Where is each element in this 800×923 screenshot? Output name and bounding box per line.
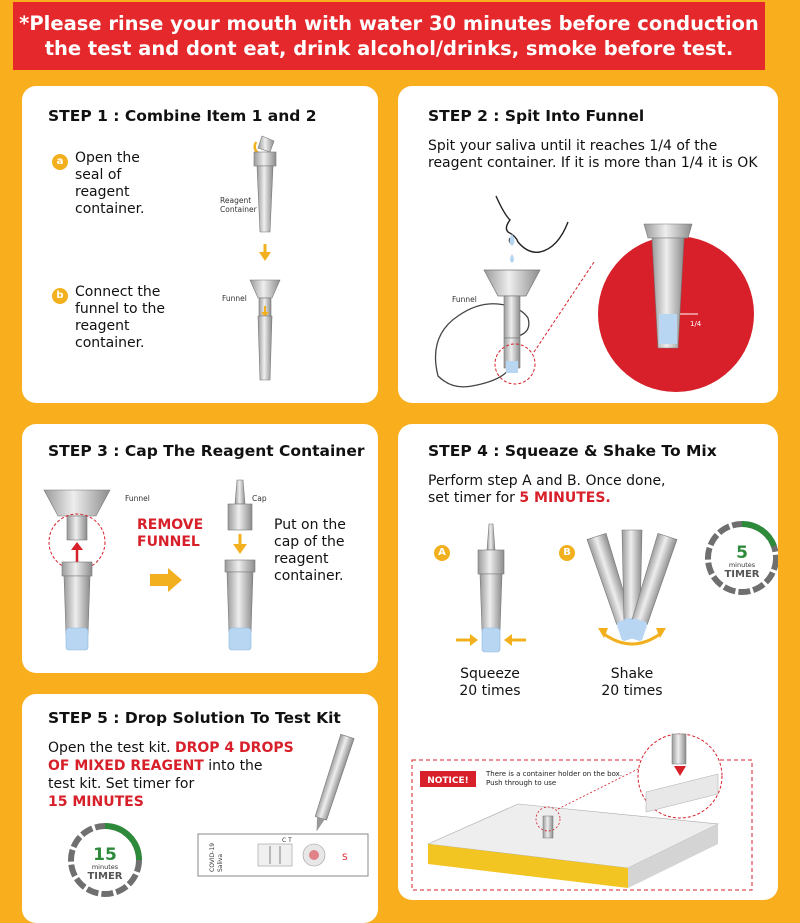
step1-illustration bbox=[22, 86, 378, 403]
step4-card bbox=[398, 424, 778, 900]
step1-b-badge: b bbox=[52, 288, 68, 304]
step4-text-2: set timer for 5 MINUTES. bbox=[428, 490, 611, 506]
timer-5-unit: minutes bbox=[728, 561, 756, 569]
step3-cap-label: Cap bbox=[252, 494, 267, 503]
step1-reagent-label: Reagent Container bbox=[220, 196, 257, 214]
step5-card bbox=[22, 694, 378, 923]
step1-a-text: Open the seal of reagent container. bbox=[75, 150, 145, 217]
step1-funnel-label: Funnel bbox=[222, 294, 247, 303]
dropper-icon bbox=[314, 734, 354, 820]
notice-text-1: There is a container holder on the box. bbox=[486, 770, 623, 778]
banner-line-1: *Please rinse your mouth with water 30 minutes before conduction bbox=[19, 12, 759, 35]
timer-5-min bbox=[700, 516, 778, 600]
cap-icon bbox=[235, 480, 245, 504]
timer-15-word: TIMER bbox=[87, 871, 123, 882]
kit-marks: C T bbox=[282, 837, 292, 844]
zoom-circle bbox=[598, 224, 754, 392]
step5-title: STEP 5 : Drop Solution To Test Kit bbox=[48, 709, 341, 727]
timer-15-min bbox=[62, 817, 148, 903]
down-arrow-icon bbox=[259, 252, 271, 261]
timer-15-unit: minutes bbox=[91, 863, 119, 871]
timer-5-word: TIMER bbox=[724, 569, 760, 580]
step3-text: Put on the cap of the reagent container. bbox=[274, 517, 346, 584]
step1-b-text: Connect the funnel to the reagent container. bbox=[75, 284, 165, 351]
step4-text-1: Perform step A and B. Once done, bbox=[428, 473, 666, 489]
tube-a-icon bbox=[480, 574, 502, 630]
face-profile-icon bbox=[496, 196, 568, 252]
funnel-icon bbox=[484, 270, 540, 296]
shake-text: Shake 20 times bbox=[601, 666, 663, 699]
step4-a-badge: A bbox=[434, 545, 450, 561]
quarter-label: 1/4 bbox=[690, 320, 702, 328]
step2-title: STEP 2 : Spit Into Funnel bbox=[428, 107, 645, 125]
step2-illustration bbox=[398, 86, 778, 403]
step4-title: STEP 4 : Squeaze & Shake To Mix bbox=[428, 442, 717, 460]
step2-card bbox=[398, 86, 778, 403]
timer-5-num: 5 bbox=[736, 543, 748, 563]
notice-label: NOTICE! bbox=[427, 776, 469, 786]
step3-title: STEP 3 : Cap The Reagent Container bbox=[48, 442, 365, 460]
right-arrow-icon bbox=[150, 568, 182, 592]
reagent-container-icon bbox=[254, 136, 276, 232]
up-arrow-icon bbox=[71, 542, 83, 550]
step1-a-badge: a bbox=[52, 154, 68, 170]
squeeze-arrow-icon bbox=[470, 634, 478, 646]
step5-text: Open the test kit. DROP 4 DROPS OF MIXED REAGENT into the test kit. Set timer for 15 MINUTES bbox=[48, 740, 294, 810]
kit-label-2: Saliva bbox=[217, 853, 224, 872]
funnel-icon bbox=[44, 490, 110, 516]
banner-line-2: the test and dont eat, drink alcohol/drinks, smoke before test. bbox=[44, 37, 734, 60]
notice-text-2: Push through to use bbox=[486, 779, 557, 787]
warning-banner bbox=[13, 2, 765, 70]
step3-illustration bbox=[22, 424, 378, 673]
reagent-container-icon bbox=[64, 576, 90, 634]
step1-title: STEP 1 : Combine Item 1 and 2 bbox=[48, 107, 317, 125]
step4-text-red: 5 MINUTES. bbox=[519, 490, 611, 506]
step2-text: Spit your saliva until it reaches 1/4 of the reagent container. If it is more than 1/4 it is OK bbox=[428, 138, 758, 171]
step3-card bbox=[22, 424, 378, 673]
step4-illustration bbox=[398, 424, 778, 900]
step1-card bbox=[22, 86, 378, 403]
remove-funnel-text: REMOVE FUNNEL bbox=[137, 517, 204, 550]
kit-label-1: COVID-19 bbox=[209, 842, 216, 872]
funnel-container-icon bbox=[250, 280, 280, 380]
step2-funnel-label: Funnel bbox=[452, 295, 477, 304]
kit-s: S bbox=[342, 853, 348, 863]
squeeze-text: Squeeze 20 times bbox=[459, 666, 521, 699]
step4-b-badge: B bbox=[559, 545, 575, 561]
timer-15-num: 15 bbox=[93, 845, 117, 865]
step3-funnel-label: Funnel bbox=[125, 494, 150, 503]
